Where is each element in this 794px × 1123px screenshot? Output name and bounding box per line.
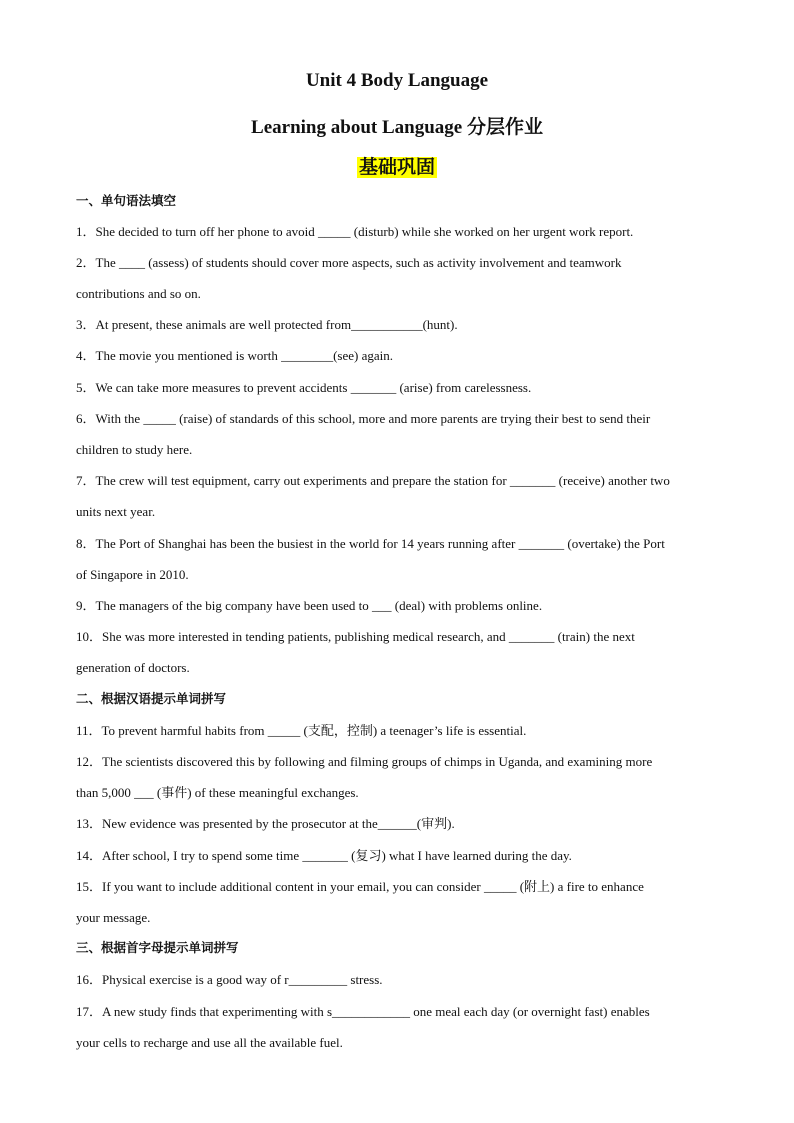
question-11: 11．To prevent harmful habits from _____ (支配，控制) a teenager’s life is essential. bbox=[76, 723, 527, 738]
question-17: 17．A new study finds that experimenting with s____________ one meal each day (or overnight fast) enables bbox=[76, 1004, 650, 1019]
section-heading-3: 三、根据首字母提示单词拼写 bbox=[76, 940, 239, 955]
question-12-cont: than 5,000 ___ (事件) of these meaningful exchanges. bbox=[76, 785, 359, 800]
unit-title: Unit 4 Body Language bbox=[305, 70, 489, 91]
question-16: 16．Physical exercise is a good way of r_________ stress. bbox=[76, 972, 383, 987]
question-5: 5．We can take more measures to prevent accidents _______ (arise) from carelessness. bbox=[76, 380, 532, 395]
question-13: 13．New evidence was presented by the prosecutor at the______(审判). bbox=[76, 816, 455, 831]
question-14: 14．After school, I try to spend some time _______ (复习) what I have learned during the day. bbox=[76, 848, 572, 863]
question-10: 10．She was more interested in tending patients, publishing medical research, and _______ (train) the next bbox=[76, 629, 635, 644]
question-12: 12．The scientists discovered this by following and filming groups of chimps in Uganda, and examining more bbox=[76, 754, 653, 769]
question-1: 1．She decided to turn off her phone to avoid _____ (disturb) while she worked on her urgent work report. bbox=[76, 224, 634, 239]
section-heading-2: 二、根据汉语提示单词拼写 bbox=[76, 691, 227, 706]
question-10-cont: generation of doctors. bbox=[76, 660, 190, 675]
question-15-cont: your message. bbox=[76, 910, 151, 925]
question-2: 2．The ____ (assess) of students should cover more aspects, such as activity involvement and teamwork bbox=[76, 255, 622, 270]
question-15: 15．If you want to include additional content in your email, you can consider _____ (附上) a fire to enhance bbox=[76, 879, 644, 894]
level-label: 基础巩固 bbox=[358, 157, 435, 178]
question-2-cont: contributions and so on. bbox=[76, 286, 201, 301]
question-4: 4．The movie you mentioned is worth ________(see) again. bbox=[76, 348, 393, 363]
question-6-cont: children to study here. bbox=[76, 442, 193, 457]
question-7: 7．The crew will test equipment, carry out experiments and prepare the station for _______ (receive) another two bbox=[76, 473, 670, 488]
question-8-cont: of Singapore in 2010. bbox=[76, 567, 189, 582]
section-heading-1: 一、单句语法填空 bbox=[76, 193, 177, 208]
lesson-title: Learning about Language 分层作业 bbox=[251, 117, 543, 138]
question-7-cont: units next year. bbox=[76, 504, 156, 519]
question-3: 3．At present, these animals are well protected from___________(hunt). bbox=[76, 317, 458, 332]
question-17-cont: your cells to recharge and use all the available fuel. bbox=[76, 1035, 343, 1050]
question-6: 6．With the _____ (raise) of standards of this school, more and more parents are trying their best to send their bbox=[76, 411, 651, 426]
level-heading bbox=[0, 152, 794, 179]
question-9: 9．The managers of the big company have been used to ___ (deal) with problems online. bbox=[76, 598, 543, 613]
question-8: 8．The Port of Shanghai has been the busiest in the world for 14 years running after _______ (overtake) the Port bbox=[76, 536, 665, 551]
